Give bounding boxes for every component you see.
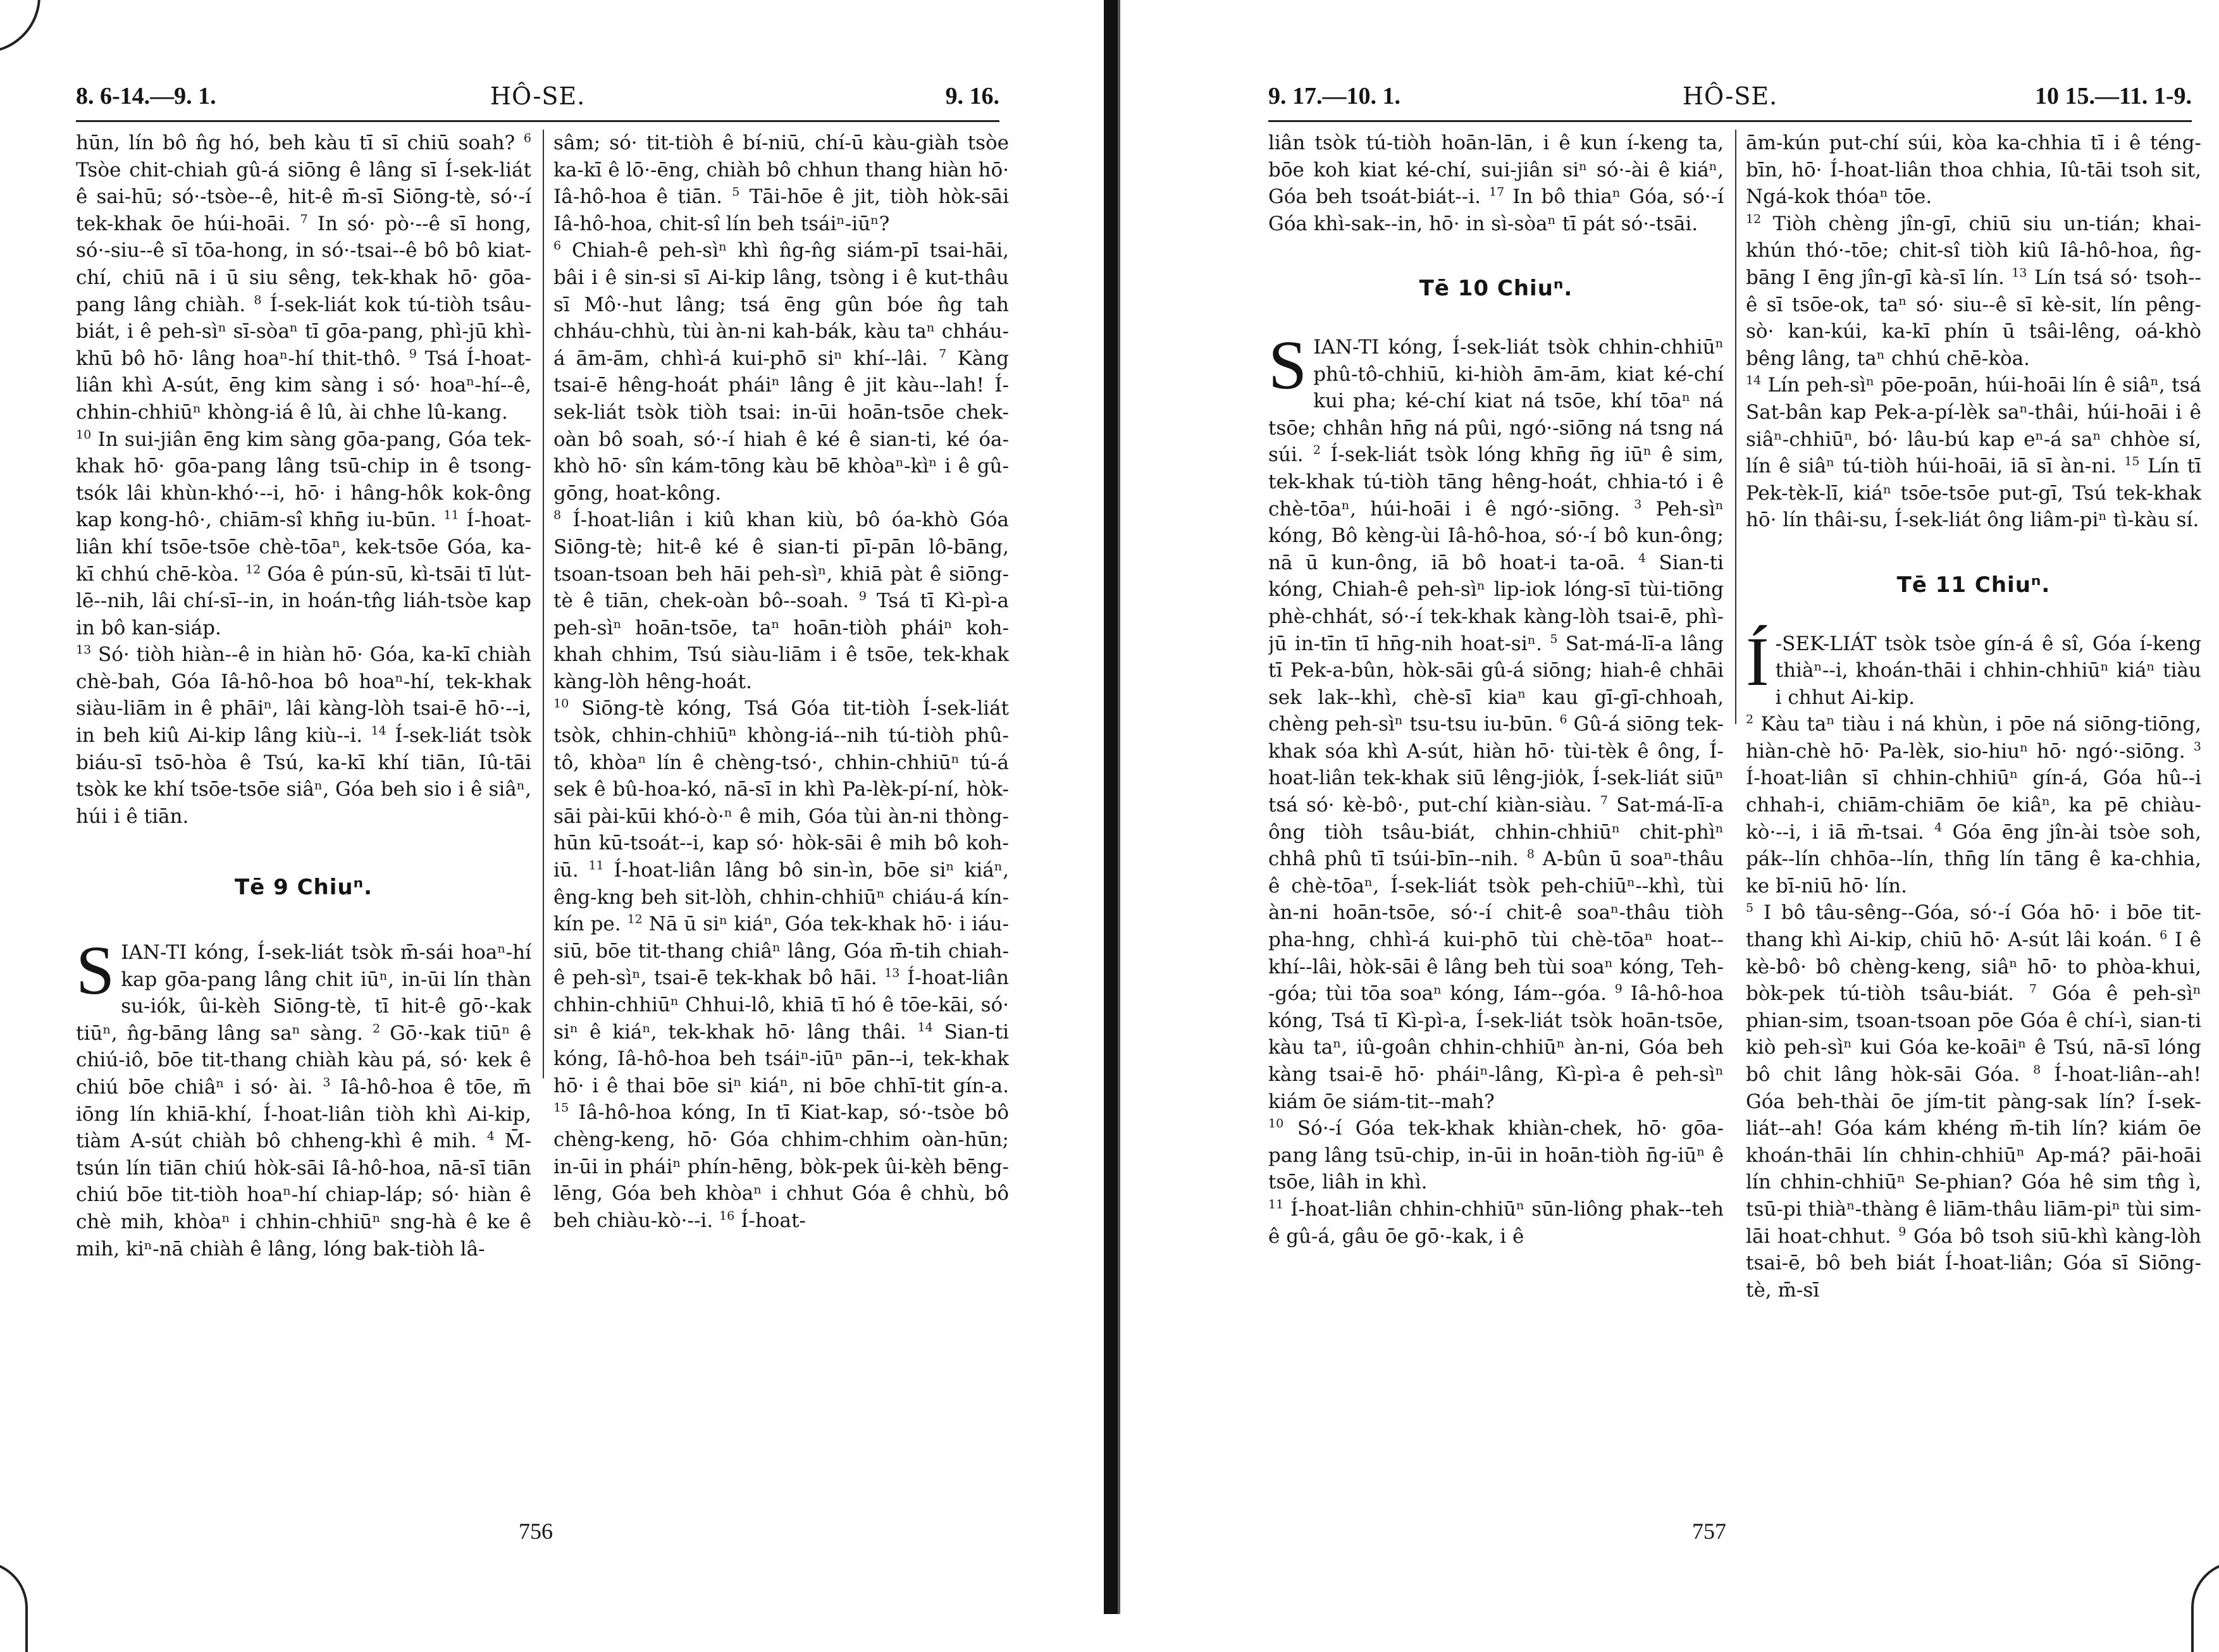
verse-text: Tsá Í-hoat-liân khì A-sút, ēng kim sàng i só· hoaⁿ-hí--ê, chhin-chhiūⁿ khòng-iá ê lû, ài chhe lû-kang.	[76, 347, 531, 424]
opening-word: -SEK-LIÁT	[1775, 632, 1877, 655]
verse-number: 12	[627, 912, 643, 927]
drop-cap: S	[76, 932, 115, 1009]
verse-text: M̄-tsún lín tiān chiú hòk-sāi Iâ-hô-hoa, nā-sī tiān chiú bōe tit-tiòh hoaⁿ-hí chiap-láp; só· hiàn ê chè mih, khòaⁿ i chhin-chhiūⁿ sng-hà ê ke ê mih, kiⁿ-nā chiàh ê lâng, lóng bak-tiòh lâ-	[76, 1130, 531, 1261]
verse-number: 3	[323, 1075, 331, 1090]
verse-number: 8	[2033, 1063, 2041, 1077]
drop-cap: S	[1268, 326, 1307, 404]
opening-word: IAN-TI	[1313, 335, 1380, 359]
verse-number: 9	[858, 589, 867, 603]
column-divider	[543, 130, 544, 1078]
opening-word: IAN-TI	[121, 941, 187, 965]
page-curl-bottom-left	[0, 1561, 28, 1652]
page-curl-top-left	[0, 0, 40, 53]
verse-text: Tsá tī Kì-pì-a peh-sìⁿ hoān-tsōe, taⁿ hoān-tiòh pháiⁿ koh-khah chhim, Tsú siàu-liām i ê tsōe, tek-khak kàng-lòh hêng-hoát.	[553, 589, 1009, 693]
left-page	[57, 0, 1009, 1614]
verse-number: 3	[1634, 497, 1642, 512]
verse-text: Sat-má-lī-a lâng tī Pek-a-bûn, hòk-sāi gû-á siōng; hiah-ê chhāi sek lak--khì, chè-sī kiaⁿ kau gī-gī-chhoah, chèng peh-sìⁿ tsu-tsu iu-būn.	[1268, 632, 1724, 736]
verse-number: 13	[76, 643, 92, 657]
verse-text: Í-sek-liát tsòk biáu-sī tsō-hòa ê Tsú, ka-kī khí tiān, Iû-tāi tsòk ke khí tsōe-tsōe siâⁿ, Góa beh sio i ê siâⁿ, húi i ê tiān.	[76, 724, 531, 828]
verse-text: Góa ēng jîn-ài tsòe soh, pák--lín chhōa--lín, thn̄g lín tāng ê ka-chhia, ke bī-niū hō· lín.	[1746, 820, 2201, 897]
verse-number: 2	[1313, 443, 1321, 458]
column-1	[76, 130, 531, 1500]
verse-number: 9	[1898, 1224, 1907, 1239]
verse-text: liân tsòk tú-tiòh hoān-lān, i ê kun í-keng ta, bōe koh kiat ké-chí, sui-jiân siⁿ só·-ài ê kiáⁿ, Góa beh tsoát-biát--i.	[1268, 132, 1724, 209]
right-page	[1249, 0, 2201, 1614]
verse-number: 2	[1746, 712, 1754, 727]
header-rule	[76, 120, 999, 122]
verse-number: 4	[1638, 551, 1646, 565]
verse-number: 2	[373, 1021, 381, 1036]
verse-number: 14	[371, 724, 386, 738]
verse-number: 15	[553, 1101, 569, 1116]
verse-number: 15	[2124, 454, 2140, 469]
verse-text: Tiòh chèng jîn-gī, chiū siu un-tián; khai-khún thó·-tōe; chit-sî tiòh kiû Iâ-hô-hoa, n̂g-bāng I ēng jîn-gī kà-sī lín.	[1746, 212, 2201, 289]
verse-text: Gō·-kak tiūⁿ ê chiú-iô, bōe tit-thang chiàh kàu pá, só· kek ê chiú bōe chiâⁿ i só· ài.	[76, 1021, 531, 1099]
verse-text: Chiah-ê peh-sìⁿ khì n̂g-n̂g siám-pī tsai-hāi, bâi i ê sin-si sī Ai-kip lâng, tsòng i ê kut-thâu sī Mô·-hut lâng; tsá ēng gûn bóe n̂g tah chháu-chhù, tùi àn-ni kah-bák, kàu taⁿ chháu-á ām-ām, chhì-á kui-phō siⁿ khí--lâi.	[553, 239, 1009, 370]
verse-number: 14	[917, 1020, 933, 1035]
verse-text: Í-hoat-liân chhin-chhiūⁿ Chhui-lô, khiā tī hó ê tōe-kāi, só· siⁿ ê kiáⁿ, tek-khak hō· lâng thâi.	[553, 966, 1009, 1044]
paragraph	[76, 130, 531, 830]
verse-number: 11	[443, 508, 459, 522]
column-divider	[1735, 130, 1736, 724]
paragraph	[553, 130, 1009, 1234]
header-ref-right: 9. 16.	[945, 83, 999, 109]
verse-number: 8	[553, 508, 562, 522]
verse-text: Só·-í Góa tek-khak khiàn-chek, hō· gōa-pang lâng tsū-chip, in-ūi in hoān-tiòh n̄g-iūⁿ ê tsōe, liâh in khì.	[1268, 1117, 1724, 1194]
column-2	[553, 130, 1009, 1500]
verse-number: 8	[254, 293, 262, 307]
verse-text: Gû-á siōng tek-khak sóa khì A-sút, hiàn hō· tùi-tèk ê ông, Í-hoat-liân tek-khak siū lêng-jio̍k, Í-sek-liát siūⁿ tsá só· kè-bô·, put-chí kiàn-siàu.	[1268, 713, 1724, 817]
verse-text: In bô thiaⁿ Góa, só·-í Góa khì-sak--in, hō· in sì-sòaⁿ tī pát só·-tsāi.	[1268, 185, 1724, 235]
verse-number: 7	[939, 347, 947, 361]
verse-text: A-bûn ū soaⁿ-thâu ê chè-tōaⁿ, Í-sek-liát tsòk peh-chiūⁿ--khì, tùi àn-ni hoān-tsōe, só·-í chit-ê soaⁿ-thâu tiòh pha-hng, chhì-á kui-phō tùi chè-tōaⁿ hoat--khí--lâi, hòk-sāi ê lâng beh tùi soaⁿ kóng, Teh--góa; tùi tōa soaⁿ kóng, Iám--góa.	[1268, 848, 1724, 1006]
verse-text: sâm; só· tit-tiòh ê bí-niū, chí-ū kàu-giàh tsòe ka-kī ê lō·-ēng, chiàh bô chhun thang hiàn hō· Iâ-hô-hoa ê tiān.	[553, 132, 1009, 209]
verse-text: Í-hoat-	[741, 1209, 806, 1232]
verse-text: Só· tiòh hiàn--ê in hiàn hō· Góa, ka-kī chiàh chè-bah, Góa Iâ-hô-hoa bô hoaⁿ-hí, tek-khak siàu-liām in ê phāiⁿ, lâi kàng-lòh tsai-ē hō·--i, in beh kiû Ai-kip lâng kiù--i.	[76, 643, 531, 748]
header-book-title: HÔ-SE.	[1682, 82, 1778, 110]
verse-number: 12	[245, 562, 261, 577]
verse-number: 11	[588, 858, 604, 873]
verse-text: Góa ê pún-sū, kì-tsāi tī lu̍t-lē--nih, lâi chí-sī--in, in hoán-tn̂g liáh-tsòe kap in bô kan-siáp.	[76, 562, 531, 639]
verse-number: 10	[553, 697, 569, 712]
column-1	[1268, 130, 1724, 1500]
verse-text: Góa ê peh-sìⁿ phian-sim, tsoan-tsoan pōe Góa ê chí-ì, sian-ti kiò peh-sìⁿ kui Góa ke-koāiⁿ ê Tsú, nā-sī lóng bô chit lâng hòk-sāi Góa.	[1746, 982, 2201, 1086]
verse-number: 6	[1559, 712, 1567, 727]
verse-text: I ê kè-bô· bô chèng-keng, siâⁿ hō· to phòa-khui, bòk-pek tú-tiòh tsâu-biát.	[1746, 928, 2201, 1006]
verse-number: 4	[486, 1129, 495, 1143]
verse-number: 12	[1746, 212, 1762, 226]
chapter-heading: Tē 9 Chiuⁿ.	[234, 875, 373, 901]
verse-text: Í-hoat-liân lâng bô sin-ìn, bōe siⁿ kiáⁿ, êng-kng beh sit-lòh, chhin-chhiūⁿ chiáu-á kín-kín pe.	[553, 859, 1009, 936]
running-head	[76, 82, 999, 120]
verse-number: 13	[2012, 266, 2027, 280]
verse-text: Í-hoat-liân chhin-chhiūⁿ sūn-liông phak--teh ê gû-á, gâu ōe gō·-kak, i ê	[1268, 1197, 1724, 1248]
verse-text: Lín tsá só· tsoh--ê sī tsōe-ok, taⁿ só· siu--ê sī kè-sit, lín pêng-sò· kan-kúi, ka-kī phín ū tsâi-lêng, oá-khò bêng lâng, taⁿ chhú chē-kòa.	[1746, 266, 2201, 370]
verse-text: In sui-jiân ēng kim sàng gōa-pang, Góa tek-khak hō· gōa-pang lâng tsū-chip in ê tsong-tsók lâi khùn-khó·--i, hō· i hâng-hôk kok-ông kap kong-hô·, chiām-sî khn̄g iu-būn.	[76, 428, 531, 532]
book-gutter	[1104, 0, 1118, 1614]
chapter-heading: Tē 11 Chiuⁿ.	[1896, 572, 2051, 598]
page-number: 757	[1692, 1519, 1726, 1544]
verse-text: In só· pò·--ê sī hong, só·-siu--ê sī tōa-hong, in só·-tsai--ê bô bô kiat-chí, chiū nā i ū siu sêng, tek-khak hō· gōa-pang lâng chiàh.	[76, 212, 531, 316]
verse-text: Kàng tsai-ē hêng-hoát pháiⁿ lâng ê jit kàu--lah! Í-sek-liát tsòk tiòh tsai: in-ūi hoān-tsōe chek-oàn bô soah, só·-í hiah ê ké ê sian-ti, ké óa-khò hō· sîn kám-tōng kàu bē khòaⁿ-kìⁿ i ê gû-gōng, hoat-kông.	[553, 347, 1009, 505]
verse-text: Lín tī Pek-tèk-lī, kiáⁿ tsōe-tsōe put-gī, Tsú tek-khak hō· lín thâi-su, Í-sek-liát ông liâm-piⁿ tì-kàu sí.	[1746, 455, 2201, 532]
verse-text: Góa bô tsoh siū-khì kàng-lòh tsai-ē, bô beh biát Í-hoat-liân; Góa sī Siōng-tè, m̄-sī	[1746, 1224, 2201, 1302]
verse-text: Nā ū siⁿ kiáⁿ, Góa tek-khak hō· i iáu-siū, bōe tit-thang chiâⁿ lâng, Góa m̄-tih chiah-ê peh-sìⁿ, tsai-ē tek-khak bô hāi.	[553, 913, 1009, 990]
paragraph	[1268, 326, 1724, 1250]
chapter-heading: Tē 10 Chiuⁿ.	[1419, 276, 1573, 302]
verse-number: 6	[523, 131, 531, 145]
verse-number: 6	[553, 239, 562, 254]
text-columns	[76, 130, 1009, 1500]
verse-number: 11	[1268, 1197, 1284, 1212]
verse-number: 6	[2160, 928, 2168, 942]
verse-text: hūn, lín bô n̂g hó, beh kàu tī sī chiū soah?	[76, 132, 516, 154]
header-ref-left: 9. 17.—10. 1.	[1268, 83, 1400, 109]
verse-text: Iâ-hô-hoa kóng, In tī Kiat-kap, só·-tsòe bô chèng-keng, hō· Góa chhim-chhim oàn-hūn; in-ūi in pháiⁿ phín-hēng, bòk-pek ûi-kèh bēng-lēng, Góa beh khòaⁿ i chhut Góa ê chhù, bô beh chiàu-kò·--i.	[553, 1101, 1009, 1232]
verse-number: 5	[1550, 632, 1558, 646]
verse-number: 9	[409, 347, 417, 361]
verse-number: 16	[719, 1209, 735, 1223]
page-number: 756	[519, 1519, 553, 1544]
verse-number: 10	[1268, 1116, 1284, 1131]
verse-text: Sat-má-lī-a ông tiòh tsâu-biát, chhin-chhiūⁿ chit-phìⁿ chhâ phû tī tsúi-bīn--nih.	[1268, 794, 1724, 871]
verse-text: Lín peh-sìⁿ pōe-poān, húi-hoāi lín ê siâⁿ, tsá Sat-bân kap Pek-a-pí-lèk saⁿ-thâi, húi-hoāi i ê siâⁿ-chhiūⁿ, bó· lâu-bú kap eⁿ-á saⁿ chhòe sí, lín ê siâⁿ tú-tiòh húi-hoāi, iā sī àn-ni.	[1746, 374, 2201, 478]
verse-text: Iâ-hô-hoa ê tōe, m̄ iōng lín khiā-khí, Í-hoat-liân tiòh khì Ai-kip, tiàm A-sút chiàh bô chheng-khì ê mih.	[76, 1076, 531, 1153]
header-ref-left: 8. 6-14.—9. 1.	[76, 83, 216, 109]
verse-number: 7	[300, 212, 308, 226]
verse-text: Tsòe chit-chiah gû-á siōng ê lâng sī Í-sek-liát ê sai-hū; só·-tsòe--ê, hit-ê m̄-sī Siōng-tè, só·-í tek-khak ōe húi-hoāi.	[76, 158, 531, 235]
verse-text: Í-sek-liát kok tú-tiòh tsâu-biát, i ê peh-sìⁿ sī-sòaⁿ tī gōa-pang, phì-jū khì-khū bô hō· lâng hoaⁿ-hí thit-thô.	[76, 293, 531, 370]
verse-text: ām-kún put-chí súi, kòa ka-chhia tī i ê téng-bīn, hō· Í-hoat-liân thoa chhia, Iû-tāi tsoh sit, Ngá-kok thóaⁿ tōe.	[1746, 132, 2201, 209]
verse-number: 8	[1526, 847, 1535, 861]
verse-number: 7	[2029, 982, 2037, 996]
verse-text: tsòk tsòe gín-á ê sî, Góa í-keng thiàⁿ--i, khoán-thāi i chhin-chhiūⁿ kiáⁿ tiàu i chhut Ai-kip.	[1775, 632, 2201, 709]
verse-text: Kàu taⁿ tiàu i ná khùn, i pōe ná siōng-tiōng, hiàn-chè hō· Pa-lèk, sio-hiuⁿ hō· ngó·-siōng.	[1746, 713, 2201, 763]
verse-number: 5	[1746, 901, 1754, 916]
verse-number: 7	[1600, 793, 1608, 808]
verse-number: 3	[2193, 739, 2201, 754]
text-columns	[1268, 130, 2201, 1500]
gutter-edge	[1118, 0, 1120, 1614]
verse-number: 9	[1614, 982, 1623, 996]
verse-text: Í-hoat-liân i kiû khan kiù, bô óa-khò Góa Siōng-tè; hit-ê ké ê sian-ti pī-pān lô-bāng, tsoan-tsoan beh hāi peh-sìⁿ, khiā pàt ê siōng-tè ê tiān, chek-oàn bô--soah.	[553, 509, 1009, 613]
paragraph	[1746, 622, 2201, 1304]
verse-number: 10	[76, 428, 92, 442]
verse-text: Í-hoat-liân sī chhin-chhiūⁿ gín-á, Góa hû--i chhah-i, chiām-chiām ōe kiâⁿ, ka pē chiàu-kò·--i, i iā m̄-tsai.	[1746, 767, 2201, 844]
page-curl-bottom-right	[2191, 1561, 2219, 1652]
paragraph	[1746, 130, 2201, 534]
verse-text: Iâ-hô-hoa kóng, Tsá tī Kì-pì-a, Í-sek-liát tsòk hoān-tsōe, kàu taⁿ, iû-goân chhin-chhiūⁿ àn-ni, Góa beh kàng tsai-ē hō· pháiⁿ-lâng, Kì-pì-a ê peh-sìⁿ kiám ōe siám-tit--mah?	[1268, 982, 1724, 1113]
paragraph	[76, 932, 531, 1262]
verse-number: 13	[884, 966, 900, 981]
verse-text: Tāi-hōe ê jit, tiòh hòk-sāi Iâ-hô-hoa, chit-sî lín beh tsáiⁿ-iūⁿ?	[553, 185, 1009, 235]
verse-number: 17	[1489, 185, 1505, 199]
verse-text: Siōng-tè kóng, Tsá Góa tit-tiòh Í-sek-liát tsòk, chhin-chhiūⁿ khòng-iá--nih tú-tiòh phû-tô, khòaⁿ lín ê chèng-tsó·, chhin-chhiūⁿ tú-á sek ê bû-hoa-kó, nā-sī in khì Pa-lèk-pí-ní, hòk-sāi pài-kūi khó-ò·ⁿ ê mih, Góa tùi àn-ni thòng-hūn kū-tsoát--i, kap só· hòk-sāi ê mih bô koh-iū.	[553, 697, 1009, 882]
running-head	[1268, 82, 2192, 120]
verse-text: I bô tâu-sêng--Góa, só·-í Góa hō· i bōe tit-thang khì Ai-kip, chiū hō· A-sút lâi koán.	[1746, 901, 2201, 952]
verse-text: kóng, Í-sek-liát tsòk chhin-chhiūⁿ phû-tô-chhiū, ki-hiòh ām-ām, kiat ké-chí kui pha; ké-chí kiat ná tsōe, khí tōaⁿ ná tsōe; chhân hn̄g ná pûi, ngó·-siōng ná tsng ná súi.	[1268, 335, 1724, 467]
verse-text: Í-sek-liát tsòk lóng khn̄g n̄g iūⁿ ê sim, tek-khak tú-tiòh tāng hêng-hoát, chhia-tó i ê chè-tōaⁿ, húi-hoāi i ê ngó·-siōng.	[1268, 443, 1724, 521]
paragraph	[1268, 130, 1724, 237]
header-ref-right: 10 15.—11. 1-9.	[2034, 83, 2192, 109]
verse-text: Sian-ti kóng, Chiah-ê peh-sìⁿ lip-iok lóng-sī tùi-tiōng phè-chhát, só·-í tek-khak kàng-lòh tsai-ē, phì-jū in-tīn tī hn̄g-nih hoat-siⁿ.	[1268, 551, 1724, 655]
verse-text: Peh-sìⁿ kóng, Bô kèng-ùi Iâ-hô-hoa, só·-í bô kun-ông; nā ū kun-ông, iā bô hoat-i ta-oā.	[1268, 497, 1724, 574]
verse-text: kóng, Í-sek-liát tsòk m̄-sái hoaⁿ-hí kap gōa-pang lâng chit iūⁿ, in-ūi lín thàn su-iók, ûi-kèh Siōng-tè, tī hit-ê gō·-kak tiūⁿ, n̂g-bāng lâng saⁿ sàng.	[76, 941, 531, 1045]
verse-number: 14	[1746, 374, 1762, 388]
verse-text: Í-hoat-liân--ah! Góa beh-thài ōe jím-tit pàng-sak lín? Í-sek-liát--ah! Góa kám khéng m̄-tih lín? kiám ōe khoán-thāi lín chhin-chhiūⁿ Ap-má? pāi-hoāi lín chhin-chhiūⁿ Se-phian? Góa hê sim tn̂g ì, tsū-pi thiàⁿ-thàng ê liām-thâu liām-piⁿ tùi sim-lāi hoat-chhut.	[1746, 1063, 2201, 1248]
verse-number: 5	[732, 185, 740, 199]
verse-text: Í-hoat-liân khí tsōe-tsōe chè-tōaⁿ, kek-tsōe Góa, ka-kī chhú chē-kòa.	[76, 509, 531, 586]
column-2	[1746, 130, 2201, 1500]
header-book-title: HÔ-SE.	[490, 82, 586, 110]
verse-number: 4	[1934, 820, 1943, 835]
verse-text: Sian-ti kóng, Iâ-hô-hoa beh tsáiⁿ-iūⁿ pān--i, tek-khak hō· i ê thai bōe siⁿ kiáⁿ, ni bōe chhī-tit gín-a.	[553, 1020, 1009, 1097]
drop-cap: Í	[1746, 622, 1769, 700]
header-rule	[1268, 120, 2192, 122]
